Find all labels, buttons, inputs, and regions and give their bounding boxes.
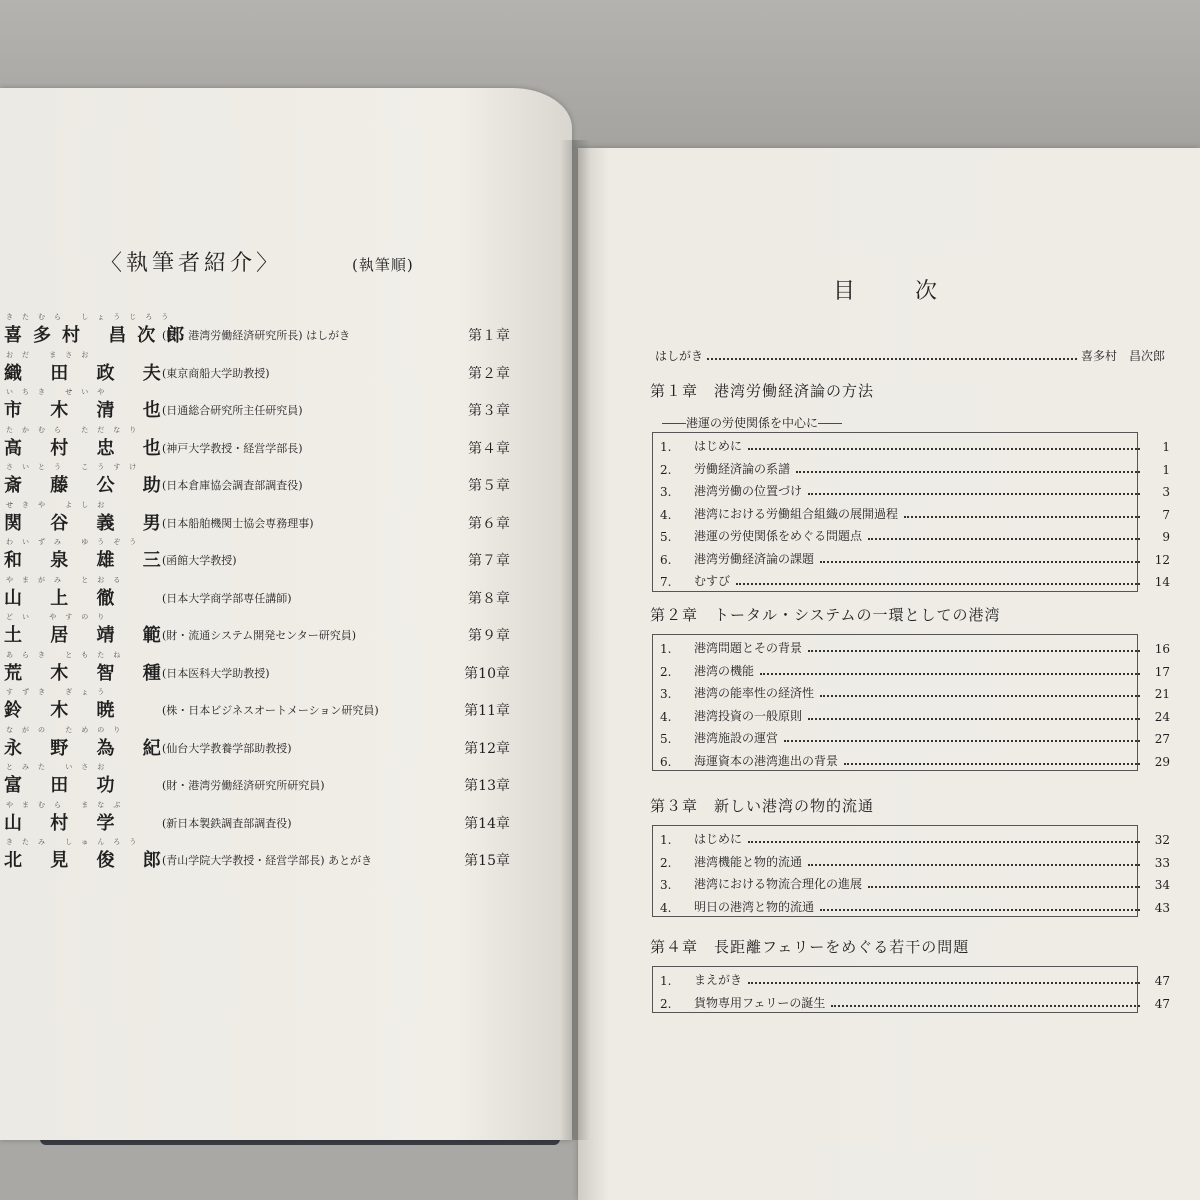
author-name-reading: いちき せいや (6, 388, 114, 396)
author-chapter: 第９章 (468, 628, 510, 644)
toc-entry (660, 989, 1170, 1011)
dot-leader (784, 740, 1140, 742)
author-chapter: 第３章 (468, 403, 510, 419)
dot-leader (820, 695, 1140, 697)
author-chapter: 第７章 (468, 553, 510, 569)
dot-leader (736, 583, 1140, 585)
toc-entry (660, 724, 1170, 746)
toc-entry (660, 679, 1170, 701)
chapter-subtitle: ――港運の労使関係を中心に―― (662, 416, 843, 430)
entry-page: 47 (1154, 974, 1170, 988)
author-row (0, 425, 560, 463)
author-chapter: 第２章 (468, 365, 510, 382)
entry-number: 2. (660, 664, 672, 679)
entry-number: 2. (660, 996, 672, 1011)
author-affiliation: (仙台大学教養学部助教授) (162, 741, 292, 755)
author-name: 斎 藤 公 助 (4, 475, 172, 496)
entry-page: 33 (1154, 855, 1170, 870)
entry-label: むすび (694, 574, 731, 588)
author-row (0, 800, 560, 838)
author-affiliation: (日本大学商学部専任講師) (162, 591, 292, 605)
author-affiliation: (日本医科大学助教授) (162, 666, 270, 680)
entry-page: 16 (1154, 642, 1170, 656)
author-row (0, 537, 560, 575)
chapter-title: 第４章 長距離フェリーをめぐる若干の問題 (650, 938, 970, 956)
author-affiliation: (財・港湾労働経済研究所研究員) (162, 779, 325, 792)
dot-leader (808, 864, 1140, 866)
author-name-reading: おだ まさお (6, 350, 98, 359)
authors-heading: 〈執筆者紹介〉 (100, 251, 283, 276)
entry-label: 明日の港湾と物的流通 (694, 899, 815, 914)
author-affiliation: (函館大学教授) (162, 554, 237, 567)
chapter-title: 第１章 港湾労働経済論の方法 (650, 382, 875, 400)
entry-page: 34 (1154, 878, 1170, 892)
author-name-reading: さいとう こうすけ (6, 463, 146, 471)
entry-page: 1 (1162, 462, 1170, 477)
toc-entry (660, 825, 1170, 847)
dot-leader (904, 516, 1140, 518)
entry-label: 港湾機能と物的流通 (694, 854, 803, 869)
entry-number: 5. (660, 530, 672, 544)
author-row (0, 650, 560, 688)
dot-leader (820, 909, 1140, 911)
toc-entry (660, 848, 1170, 870)
author-chapter: 第14章 (464, 815, 510, 832)
author-row (0, 350, 560, 388)
entry-label: 港湾の機能 (694, 663, 755, 678)
entry-number: 1. (660, 440, 672, 454)
entry-page: 27 (1154, 732, 1170, 746)
entry-label: 港湾労働経済論の課題 (694, 551, 815, 566)
chapter-title: 第３章 新しい港湾の物的流通 (650, 797, 875, 815)
dot-leader (831, 1005, 1140, 1007)
entry-label: 港湾における労働組合組織の展開過程 (694, 506, 899, 521)
entry-page: 32 (1154, 833, 1170, 847)
dot-leader (796, 471, 1140, 473)
author-affiliation: (財・港湾労働経済研究所長) はしがき (162, 329, 351, 342)
author-name-reading: とみた いさお (6, 763, 114, 771)
entry-label: 港運の労使関係をめぐる問題点 (694, 529, 863, 543)
author-name: 永 野 為 紀 (4, 737, 172, 759)
author-affiliation: (日本倉庫協会調査部調査役) (162, 479, 303, 492)
author-name-reading: どい やすのり (6, 613, 114, 621)
entry-number: 6. (660, 754, 672, 769)
author-row (0, 462, 560, 500)
toc-entry (660, 432, 1170, 454)
author-affiliation: (神戸大学教授・経営学部長) (162, 441, 303, 455)
author-name: 関 谷 義 男 (4, 512, 172, 534)
author-name: 山 上 徹 (4, 587, 126, 609)
entry-label: はじめに (694, 832, 743, 846)
toc-entry (660, 522, 1170, 544)
author-name-reading: せきや よしお (6, 500, 114, 509)
author-name: 山 村 学 (4, 812, 126, 834)
entry-number: 4. (660, 900, 672, 915)
chapter-title: 第２章 トータル・システムの一環としての港湾 (650, 606, 1001, 624)
entry-label: 港湾投資の一般原則 (694, 708, 803, 723)
toc-entry (660, 702, 1170, 724)
entry-page: 1 (1162, 440, 1170, 454)
entry-label: 海運資本の港湾進出の背景 (694, 753, 839, 768)
dot-leader (760, 673, 1140, 675)
author-name-reading: きたむら しょうじろう (6, 313, 178, 321)
toc-entry (660, 455, 1170, 477)
dot-leader (820, 561, 1140, 563)
author-row (0, 312, 560, 350)
dot-leader (707, 347, 1077, 360)
author-affiliation: (株・日本ビジネスオートメーション研究員) (162, 704, 379, 717)
author-name: 土 居 靖 範 (4, 625, 172, 646)
toc-title: 目次 (833, 279, 998, 304)
dot-leader (748, 841, 1140, 843)
author-row (0, 687, 560, 725)
author-name: 高 村 忠 也 (4, 437, 172, 459)
author-affiliation: (日通総合研究所主任研究員) (162, 404, 303, 417)
entry-number: 1. (660, 642, 672, 656)
dot-leader (808, 493, 1140, 495)
book-spine (560, 140, 590, 1140)
toc-entry (660, 747, 1170, 769)
author-row (0, 612, 560, 650)
entry-number: 2. (660, 462, 672, 477)
entry-number: 3. (660, 878, 672, 892)
author-affiliation: (新日本製鉄調査部調査役) (162, 816, 292, 830)
entry-page: 21 (1154, 687, 1170, 701)
author-row (0, 387, 560, 425)
author-row (0, 500, 560, 538)
dot-leader (808, 650, 1140, 652)
dot-leader (868, 538, 1140, 540)
entry-label: まえがき (694, 973, 743, 987)
entry-label: 労働経済論の系譜 (694, 461, 791, 476)
entry-number: 4. (660, 507, 672, 522)
entry-number: 2. (660, 855, 672, 870)
dot-leader (748, 448, 1140, 450)
entry-number: 1. (660, 974, 672, 988)
entry-label: 港湾労働の位置づけ (694, 484, 803, 498)
author-name-reading: すずき ぎょう (6, 688, 114, 696)
entry-number: 3. (660, 687, 672, 701)
dot-leader (808, 718, 1140, 720)
author-affiliation: (日本船舶機関士協会専務理事) (162, 516, 314, 530)
entry-page: 3 (1162, 485, 1170, 499)
author-name: 市 木 清 也 (4, 400, 172, 421)
entry-label: 港湾施設の運営 (694, 731, 779, 745)
entry-page: 47 (1154, 996, 1170, 1011)
author-name-reading: やまがみ とおる (6, 575, 130, 584)
author-name: 織 田 政 夫 (4, 362, 172, 384)
author-name: 北 見 俊 郎 (4, 850, 172, 871)
entry-page: 17 (1154, 664, 1170, 679)
entry-number: 5. (660, 732, 672, 746)
toc-entry (660, 567, 1170, 589)
author-row (0, 762, 560, 800)
entry-label: 貨物専用フェリーの誕生 (694, 995, 826, 1010)
author-chapter: 第11章 (464, 703, 510, 719)
entry-number: 1. (660, 833, 672, 847)
toc-preface (655, 347, 1165, 364)
authors-order-note: (執筆順) (352, 256, 414, 274)
author-name: 和 泉 雄 三 (4, 550, 172, 571)
author-name-reading: あらき ともたね (6, 650, 130, 659)
entry-number: 7. (660, 575, 672, 589)
author-chapter: 第８章 (468, 590, 510, 607)
entry-label: 港湾の能率性の経済性 (694, 686, 815, 700)
dot-leader (748, 982, 1140, 984)
entry-label: 港湾における物流合理化の進展 (694, 877, 863, 891)
toc-entry (660, 477, 1170, 499)
entry-number: 6. (660, 552, 672, 567)
author-name-reading: きたみ しゅんろう (6, 838, 146, 846)
author-row (0, 837, 560, 875)
dot-leader (844, 763, 1140, 765)
preface-label: はしがき (655, 349, 704, 363)
entry-label: はじめに (694, 439, 743, 453)
author-chapter: 第１章 (468, 328, 510, 344)
toc-entry (660, 657, 1170, 679)
author-row (0, 725, 560, 763)
toc-entry (660, 966, 1170, 988)
author-chapter: 第10章 (464, 665, 510, 682)
preface-author: 喜多村 昌次郎 (1080, 349, 1165, 363)
author-chapter: 第５章 (468, 478, 510, 494)
entry-page: 24 (1154, 709, 1170, 724)
entry-page: 43 (1154, 900, 1170, 915)
author-chapter: 第13章 (464, 778, 510, 794)
author-affiliation: (東京商船大学助教授) (162, 366, 270, 380)
author-affiliation: (財・流通システム開発センター研究員) (162, 629, 357, 642)
dot-leader (868, 886, 1140, 888)
author-name-reading: わいずみ ゆうぞう (6, 538, 146, 546)
author-chapter: 第12章 (464, 740, 510, 757)
author-chapter: 第６章 (468, 515, 510, 532)
toc-entry (660, 870, 1170, 892)
entry-number: 3. (660, 485, 672, 499)
author-chapter: 第４章 (468, 440, 510, 457)
entry-label: 港湾問題とその背景 (694, 641, 803, 655)
toc-entry (660, 500, 1170, 522)
author-row (0, 575, 560, 613)
entry-page: 9 (1162, 530, 1170, 544)
author-name: 鈴 木 暁 (4, 700, 126, 721)
author-name: 喜多村 昌次郎 (4, 325, 196, 346)
author-affiliation: (青山学院大学教授・経営学部長) あとがき (162, 854, 373, 867)
author-name-reading: たかむら ただなり (6, 425, 146, 434)
entry-page: 7 (1162, 507, 1170, 522)
entry-page: 29 (1154, 754, 1170, 769)
author-name-reading: ながの ためのり (6, 725, 130, 734)
author-chapter: 第15章 (464, 853, 510, 869)
toc-entry (660, 634, 1170, 656)
author-name-reading: やまむら まなぶ (6, 800, 130, 809)
entry-number: 4. (660, 709, 672, 724)
entry-page: 14 (1154, 575, 1170, 589)
author-name: 富 田 功 (4, 775, 126, 796)
toc-entry (660, 893, 1170, 915)
author-name: 荒 木 智 種 (4, 662, 172, 684)
entry-page: 12 (1154, 552, 1170, 567)
toc-entry (660, 545, 1170, 567)
